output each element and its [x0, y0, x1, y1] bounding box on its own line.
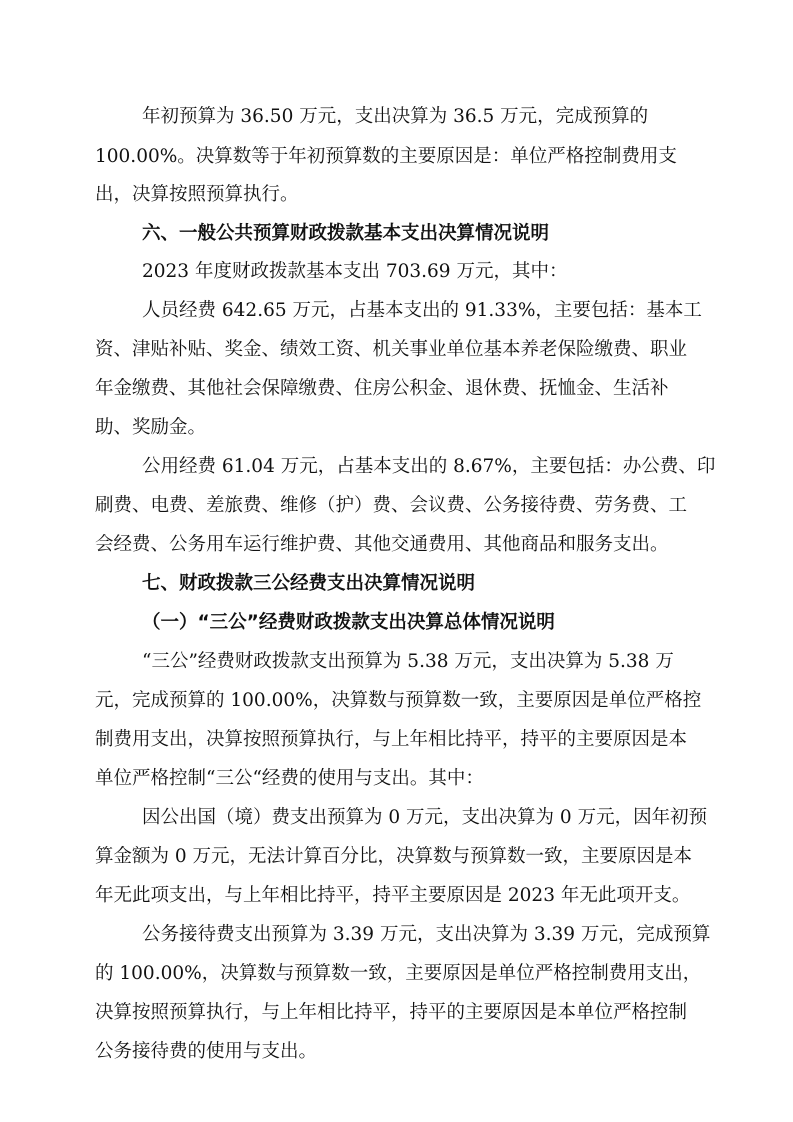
paragraph-line: 资、津贴补贴、奖金、绩效工资、机关事业单位基本养老保险缴费、职业: [95, 339, 688, 360]
section-heading: 七、财政拨款三公经费支出决算情况说明: [142, 573, 476, 594]
paragraph-line: 公务接待费支出预算为 3.39 万元，支出决算为 3.39 万元，完成预算: [142, 924, 711, 945]
section-heading: 六、一般公共预算财政拨款基本支出决算情况说明: [142, 223, 550, 244]
paragraph-line: 助、奖励金。: [95, 417, 207, 438]
paragraph-line: 2023 年度财政拨款基本支出 703.69 万元，其中：: [142, 261, 568, 282]
paragraph-line: 因公出国（境）费支出预算为 0 万元，支出决算为 0 万元，因年初预: [142, 807, 708, 828]
paragraph-line: 年金缴费、其他社会保障缴费、住房公积金、退休费、抚恤金、生活补: [95, 378, 669, 399]
paragraph-line: 会经费、公务用车运行维护费、其他交通费用、其他商品和服务支出。: [95, 534, 669, 555]
paragraph-line: 单位严格控制“三公“经费的使用与支出。其中：: [95, 768, 484, 789]
paragraph-line: 公用经费 61.04 万元，占基本支出的 8.67%，主要包括：办公费、印: [142, 456, 716, 477]
paragraph-line: 公务接待费的使用与支出。: [95, 1041, 318, 1062]
paragraph-line: 的 100.00%，决算数与预算数一致，主要原因是单位严格控制费用支出，: [95, 963, 702, 984]
paragraph-line: 制费用支出，决算按照预算执行，与上年相比持平，持平的主要原因是本: [95, 729, 688, 750]
paragraph-line: 年无此项支出，与上年相比持平，持平主要原因是 2023 年无此项开支。: [95, 885, 691, 906]
paragraph-line: 决算按照预算执行，与上年相比持平，持平的主要原因是本单位严格控制: [95, 1002, 688, 1023]
paragraph-line: “三公”经费财政拨款支出预算为 5.38 万元，支出决算为 5.38 万: [142, 651, 674, 672]
paragraph-line: 100.00%。决算数等于年初预算数的主要原因是：单位严格控制费用支: [95, 146, 677, 167]
subsection-heading: （一）“三公”经费财政拨款支出决算总体情况说明: [142, 612, 555, 633]
paragraph-line: 出，决算按照预算执行。: [95, 184, 299, 205]
paragraph-line: 元，完成预算的 100.00%，决算数与预算数一致，主要原因是单位严格控: [95, 690, 702, 711]
paragraph-line: 刷费、电费、差旅费、维修（护）费、会议费、公务接待费、劳务费、工: [95, 495, 688, 516]
paragraph-line: 人员经费 642.65 万元，占基本支出的 91.33%，主要包括：基本工: [142, 300, 702, 321]
paragraph-line: 年初预算为 36.50 万元，支出决算为 36.5 万元，完成预算的: [142, 106, 649, 127]
paragraph-line: 算金额为 0 万元，无法计算百分比，决算数与预算数一致，主要原因是本: [95, 846, 693, 867]
